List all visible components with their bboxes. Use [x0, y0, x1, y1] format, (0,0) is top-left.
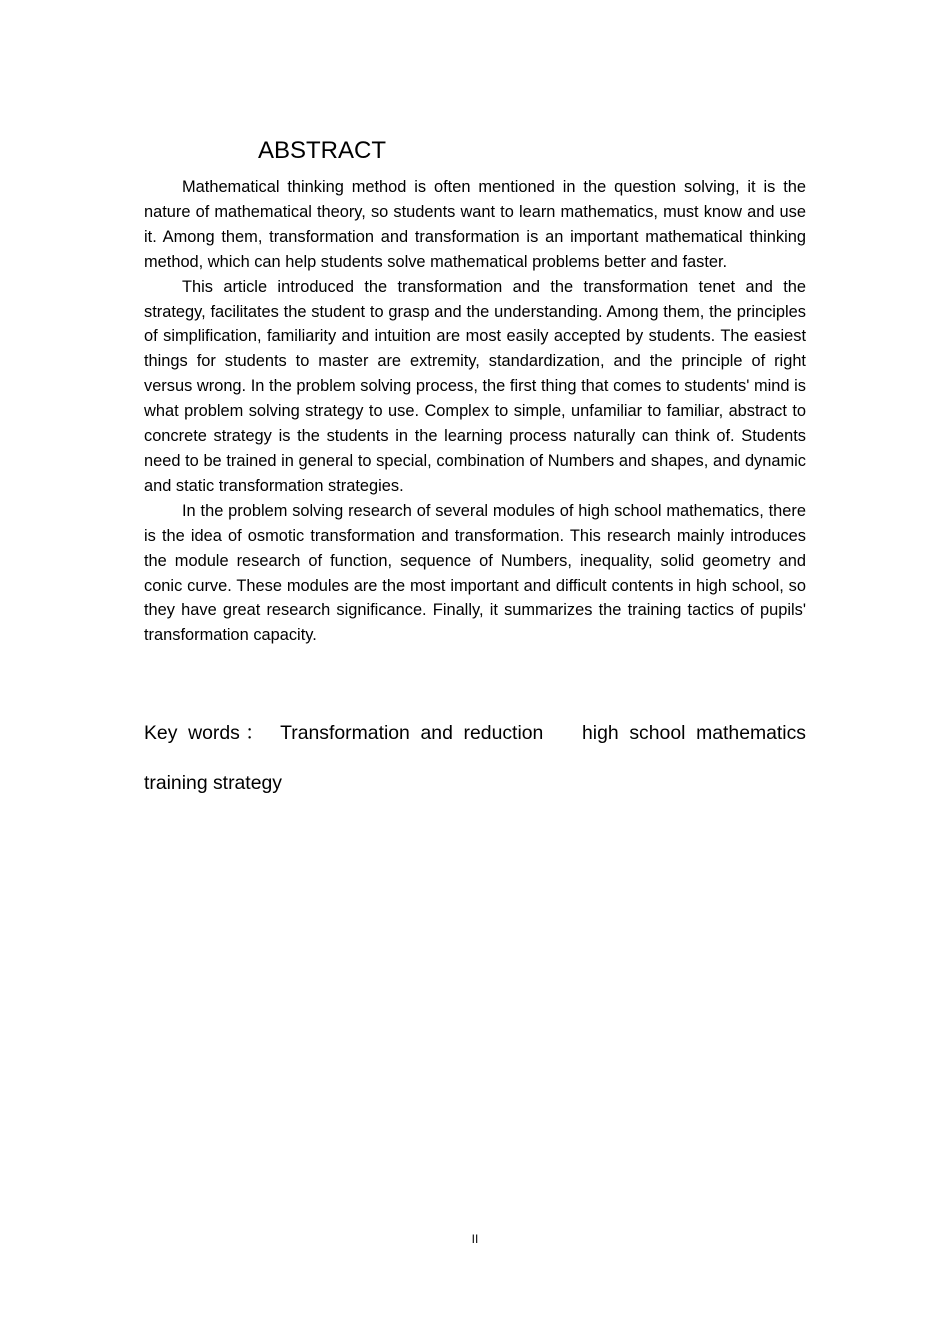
keywords-line [144, 708, 806, 808]
abstract-paragraph: This article introduced the transformation and the transformation tenet and the strategy, facilitates the student to grasp and the understanding. Among them, the principles of simplification, familiarity and intuition are most easily accepted by students. The easiest things for students to master are extremity, standardization, and the principle of right versus wrong. In the problem solving process, the first thing that comes to students' mind is what problem solving strategy to use. Complex to simple, unfamiliar to familiar, abstract to concrete strategy is the students in the learning process naturally can think of. Students need to be trained in general to special, combination of Numbers and shapes, and dynamic and static transformation strategies. [144, 277, 806, 495]
keywords-label: Key words： [144, 722, 270, 744]
keyword-item: high school mathematics [582, 722, 807, 744]
keyword-item: Transformation and reduction [280, 722, 544, 744]
abstract-paragraph: In the problem solving research of several modules of high school mathematics, there is the idea of osmotic transformation and transformation. This research mainly introduces the module research of function, sequence of Numbers, inequality, solid geometry and conic curve. These modules are the most important and difficult contents in high school, so they have great research significance. Finally, it summarizes the training tactics of pupils' transformation capacity. [144, 501, 806, 645]
abstract-paragraph: Mathematical thinking method is often mentioned in the question solving, it is the nature of mathematical theory, so students want to learn mathematics, must know and use it. Among them, transformation and transformation is an important mathematical thinking method, which can help students solve mathematical problems better and faster. [144, 178, 806, 271]
abstract-body [144, 175, 806, 648]
abstract-title: ABSTRACT [258, 137, 387, 164]
page-number: II [471, 1232, 479, 1246]
keyword-item: training strategy [144, 772, 282, 794]
